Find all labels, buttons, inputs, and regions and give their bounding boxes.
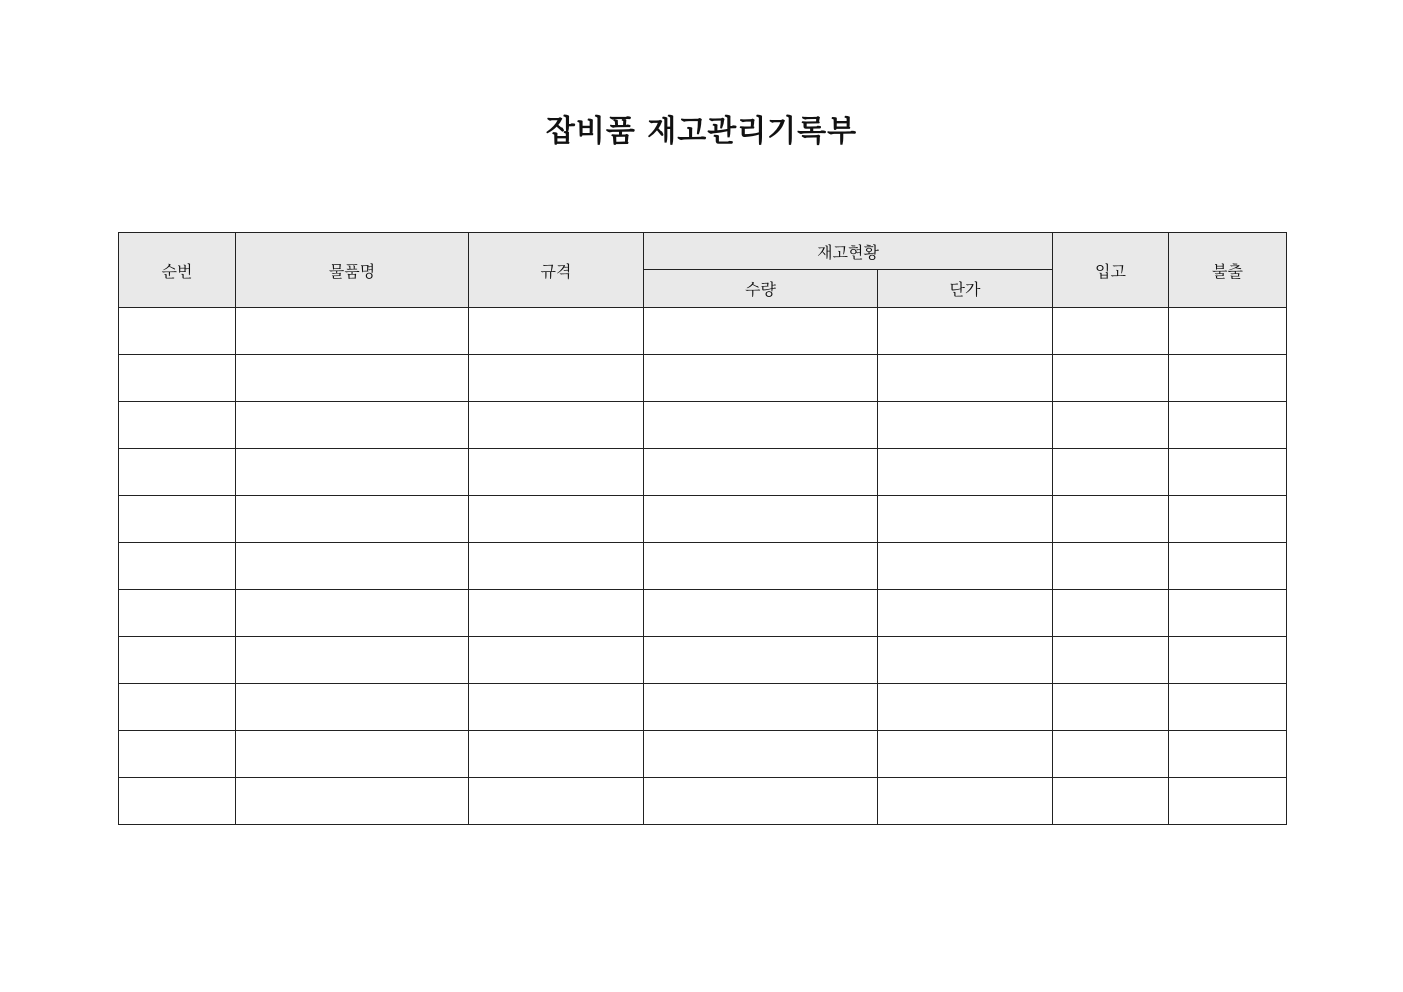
cell-quantity[interactable] (644, 637, 878, 684)
cell-unit-price[interactable] (878, 355, 1053, 402)
cell-item-name[interactable] (236, 637, 469, 684)
cell-quantity[interactable] (644, 496, 878, 543)
cell-item-name[interactable] (236, 543, 469, 590)
table-row (119, 590, 1287, 637)
cell-incoming[interactable] (1053, 590, 1169, 637)
cell-incoming[interactable] (1053, 449, 1169, 496)
table-body (119, 308, 1287, 825)
header-quantity: 수량 (644, 270, 878, 308)
cell-incoming[interactable] (1053, 637, 1169, 684)
cell-spec[interactable] (469, 543, 644, 590)
table-header (119, 233, 1287, 308)
cell-outgoing[interactable] (1169, 778, 1287, 825)
cell-no[interactable] (119, 355, 236, 402)
table-row (119, 731, 1287, 778)
cell-quantity[interactable] (644, 308, 878, 355)
cell-spec[interactable] (469, 778, 644, 825)
cell-incoming[interactable] (1053, 543, 1169, 590)
cell-spec[interactable] (469, 684, 644, 731)
cell-item-name[interactable] (236, 308, 469, 355)
cell-unit-price[interactable] (878, 684, 1053, 731)
cell-quantity[interactable] (644, 543, 878, 590)
cell-outgoing[interactable] (1169, 355, 1287, 402)
cell-outgoing[interactable] (1169, 731, 1287, 778)
table-row (119, 496, 1287, 543)
cell-no[interactable] (119, 684, 236, 731)
cell-outgoing[interactable] (1169, 402, 1287, 449)
cell-quantity[interactable] (644, 402, 878, 449)
cell-quantity[interactable] (644, 590, 878, 637)
cell-no[interactable] (119, 637, 236, 684)
cell-unit-price[interactable] (878, 496, 1053, 543)
header-outgoing: 불출 (1169, 233, 1287, 308)
header-stock-status: 재고현황 (644, 233, 1053, 270)
cell-no[interactable] (119, 731, 236, 778)
cell-incoming[interactable] (1053, 308, 1169, 355)
header-unit-price: 단가 (878, 270, 1053, 308)
cell-quantity[interactable] (644, 684, 878, 731)
cell-spec[interactable] (469, 731, 644, 778)
cell-no[interactable] (119, 778, 236, 825)
cell-outgoing[interactable] (1169, 496, 1287, 543)
cell-outgoing[interactable] (1169, 449, 1287, 496)
header-item-name: 물품명 (236, 233, 469, 308)
cell-item-name[interactable] (236, 355, 469, 402)
cell-unit-price[interactable] (878, 637, 1053, 684)
table-row (119, 637, 1287, 684)
cell-no[interactable] (119, 543, 236, 590)
cell-quantity[interactable] (644, 449, 878, 496)
cell-spec[interactable] (469, 496, 644, 543)
cell-incoming[interactable] (1053, 684, 1169, 731)
cell-spec[interactable] (469, 637, 644, 684)
cell-spec[interactable] (469, 355, 644, 402)
cell-no[interactable] (119, 449, 236, 496)
cell-item-name[interactable] (236, 684, 469, 731)
cell-spec[interactable] (469, 449, 644, 496)
cell-outgoing[interactable] (1169, 637, 1287, 684)
cell-unit-price[interactable] (878, 731, 1053, 778)
cell-outgoing[interactable] (1169, 684, 1287, 731)
cell-no[interactable] (119, 402, 236, 449)
cell-spec[interactable] (469, 402, 644, 449)
cell-item-name[interactable] (236, 778, 469, 825)
cell-item-name[interactable] (236, 449, 469, 496)
cell-unit-price[interactable] (878, 308, 1053, 355)
cell-no[interactable] (119, 590, 236, 637)
cell-incoming[interactable] (1053, 496, 1169, 543)
cell-no[interactable] (119, 496, 236, 543)
table-row (119, 684, 1287, 731)
header-no: 순번 (119, 233, 236, 308)
table-row (119, 355, 1287, 402)
cell-outgoing[interactable] (1169, 590, 1287, 637)
cell-item-name[interactable] (236, 402, 469, 449)
cell-incoming[interactable] (1053, 355, 1169, 402)
cell-quantity[interactable] (644, 778, 878, 825)
cell-spec[interactable] (469, 308, 644, 355)
page-title: 잡비품 재고관리기록부 (545, 114, 858, 149)
header-incoming: 입고 (1053, 233, 1169, 308)
cell-no[interactable] (119, 308, 236, 355)
cell-spec[interactable] (469, 590, 644, 637)
cell-incoming[interactable] (1053, 778, 1169, 825)
cell-incoming[interactable] (1053, 402, 1169, 449)
table-row (119, 778, 1287, 825)
cell-unit-price[interactable] (878, 590, 1053, 637)
cell-unit-price[interactable] (878, 778, 1053, 825)
cell-unit-price[interactable] (878, 543, 1053, 590)
header-spec: 규격 (469, 233, 644, 308)
cell-item-name[interactable] (236, 590, 469, 637)
cell-quantity[interactable] (644, 731, 878, 778)
cell-item-name[interactable] (236, 496, 469, 543)
cell-unit-price[interactable] (878, 402, 1053, 449)
cell-outgoing[interactable] (1169, 543, 1287, 590)
cell-incoming[interactable] (1053, 731, 1169, 778)
table-row (119, 402, 1287, 449)
table-row (119, 543, 1287, 590)
cell-item-name[interactable] (236, 731, 469, 778)
inventory-table (118, 232, 1287, 825)
cell-outgoing[interactable] (1169, 308, 1287, 355)
cell-quantity[interactable] (644, 355, 878, 402)
table-row (119, 308, 1287, 355)
cell-unit-price[interactable] (878, 449, 1053, 496)
table-row (119, 449, 1287, 496)
